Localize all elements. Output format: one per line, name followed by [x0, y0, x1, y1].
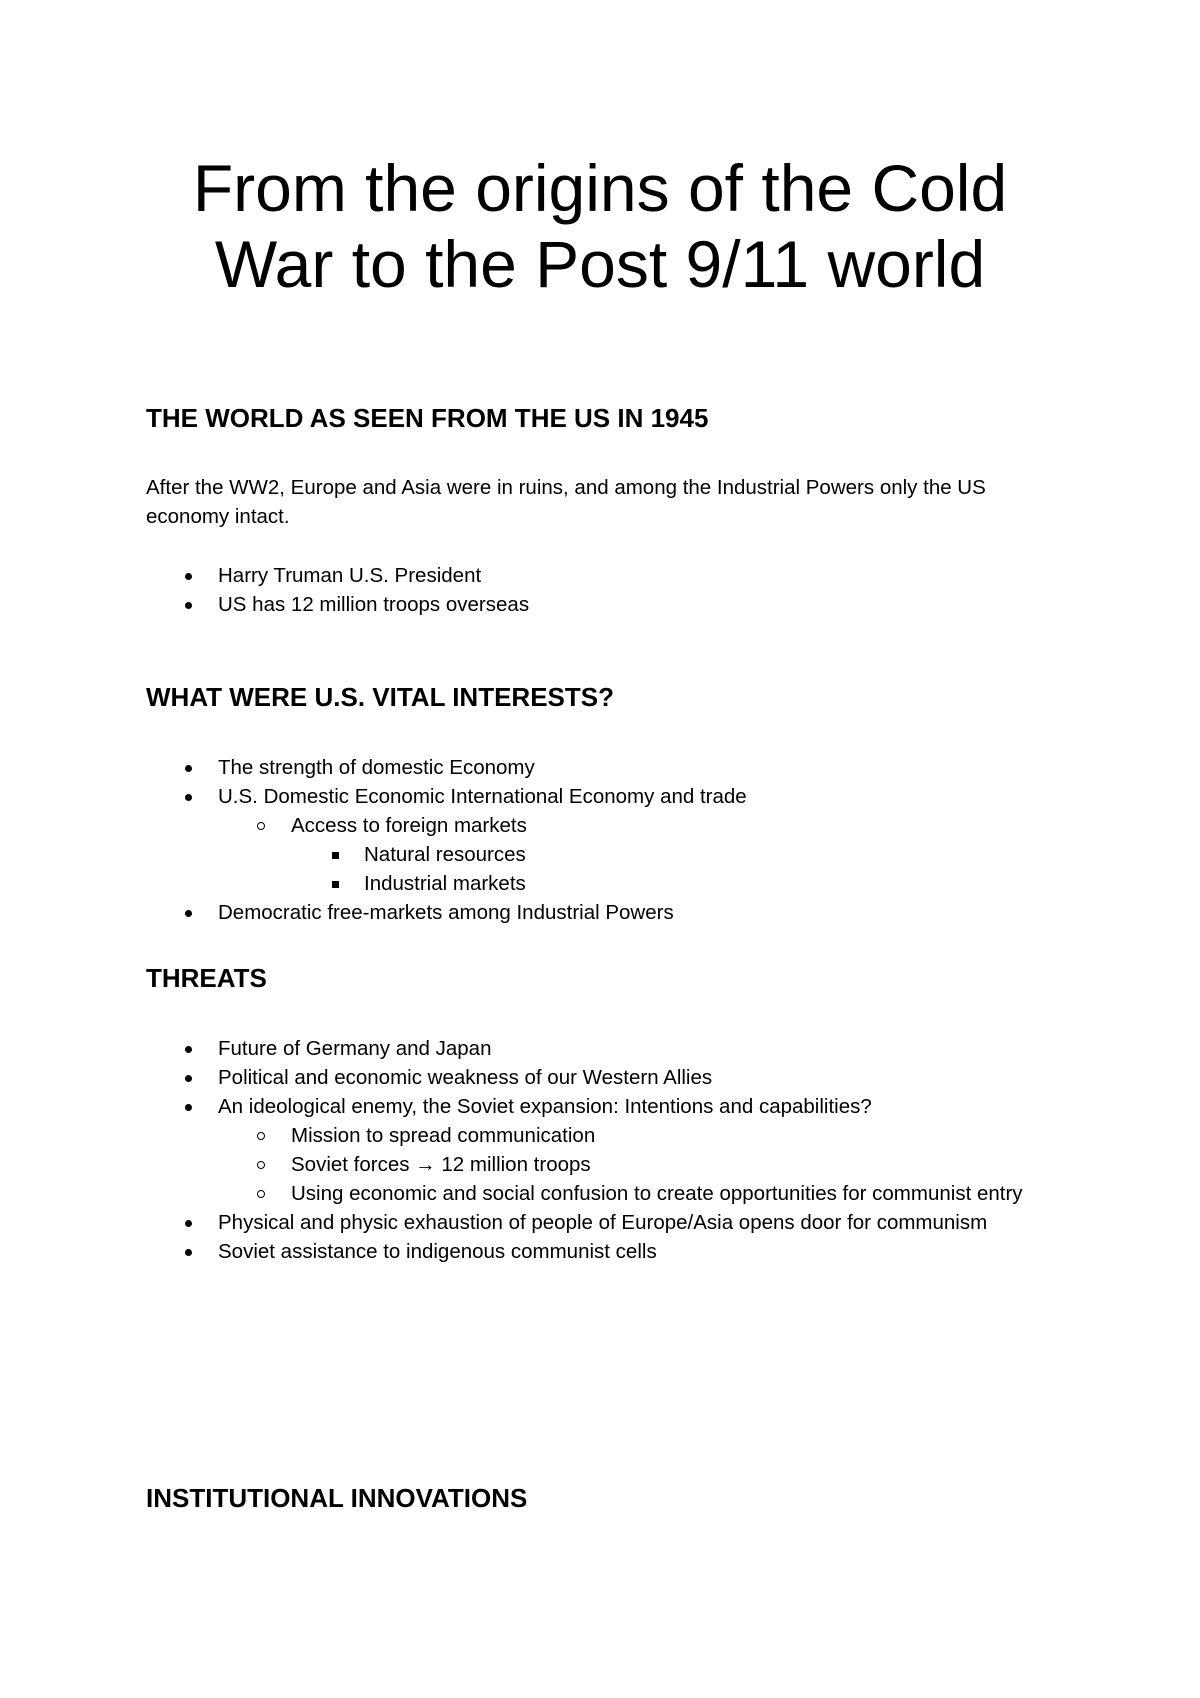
bullet-icon	[182, 1092, 196, 1121]
list-item-text: The strength of domestic Economy	[218, 756, 535, 779]
document-title	[0, 150, 1200, 302]
paragraph-line-1: After the WW2, Europe and Asia were in ruins, and among the Industrial Powers only the US	[146, 476, 986, 499]
bullet-icon	[182, 1237, 196, 1266]
bullet-icon	[182, 753, 196, 782]
list-item-text: Future of Germany and Japan	[218, 1037, 492, 1060]
circle-bullet-icon	[255, 1121, 269, 1150]
section1-bullet-list	[0, 561, 529, 619]
bullet-icon	[182, 1208, 196, 1237]
section-heading-institutional-innovations: INSTITUTIONAL INNOVATIONS	[146, 1483, 528, 1513]
list-item	[0, 1121, 1051, 1150]
paragraph-line-2: economy intact.	[146, 505, 290, 528]
list-item	[0, 811, 747, 840]
title-line-1: From the origins of the Cold	[192, 151, 1008, 225]
section3-bullet-list	[0, 1034, 1051, 1266]
list-item	[0, 1063, 1051, 1092]
bullet-icon	[182, 898, 196, 927]
list-item	[0, 1237, 1051, 1266]
circle-bullet-icon	[255, 811, 269, 840]
list-item	[0, 898, 747, 927]
bullet-icon	[182, 561, 196, 590]
bullet-icon	[182, 1034, 196, 1063]
bullet-icon	[182, 1063, 196, 1092]
list-item	[0, 590, 529, 619]
section-heading-vital-interests: WHAT WERE U.S. VITAL INTERESTS?	[146, 682, 614, 712]
list-item	[0, 1208, 1051, 1237]
list-item	[0, 753, 747, 782]
list-item-text: Soviet forces → 12 million troops	[291, 1153, 591, 1176]
list-item	[0, 561, 529, 590]
list-item-text: Political and economic weakness of our Western Allies	[218, 1066, 713, 1089]
list-item-text: Democratic free-markets among Industrial Powers	[218, 901, 674, 924]
list-item-text: Using economic and social confusion to create opportunities for communist entry	[291, 1182, 1023, 1205]
bullet-icon	[182, 590, 196, 619]
list-item-text: Physical and physic exhaustion of people of Europe/Asia opens door for communism	[218, 1211, 988, 1234]
square-bullet-icon	[329, 840, 343, 869]
list-item-text: US has 12 million troops overseas	[218, 593, 530, 616]
list-item	[0, 840, 747, 869]
title-line-2: War to the Post 9/11 world	[214, 227, 986, 301]
bullet-icon	[182, 782, 196, 811]
circle-bullet-icon	[255, 1179, 269, 1208]
list-item-text: Soviet assistance to indigenous communist cells	[218, 1240, 657, 1263]
list-item	[0, 1150, 1051, 1179]
list-item-text: Mission to spread communication	[291, 1124, 596, 1147]
list-item-text: U.S. Domestic Economic International Economy and trade	[218, 785, 747, 808]
list-item	[0, 1179, 1051, 1208]
list-item-text: Access to foreign markets	[291, 814, 527, 837]
list-item-text: Harry Truman U.S. President	[218, 564, 482, 587]
list-item	[0, 869, 747, 898]
list-item-text: An ideological enemy, the Soviet expansion: Intentions and capabilities?	[218, 1095, 872, 1118]
section2-bullet-list	[0, 753, 747, 927]
list-item	[0, 1092, 1051, 1121]
list-item	[0, 1034, 1051, 1063]
list-item-text: Industrial markets	[364, 872, 526, 895]
square-bullet-icon	[329, 869, 343, 898]
circle-bullet-icon	[255, 1150, 269, 1179]
section1-paragraph	[146, 473, 1086, 531]
list-item-text: Natural resources	[364, 843, 526, 866]
list-item	[0, 782, 747, 811]
section-heading-world-1945: THE WORLD AS SEEN FROM THE US IN 1945	[146, 403, 709, 433]
section-heading-threats: THREATS	[146, 963, 267, 993]
